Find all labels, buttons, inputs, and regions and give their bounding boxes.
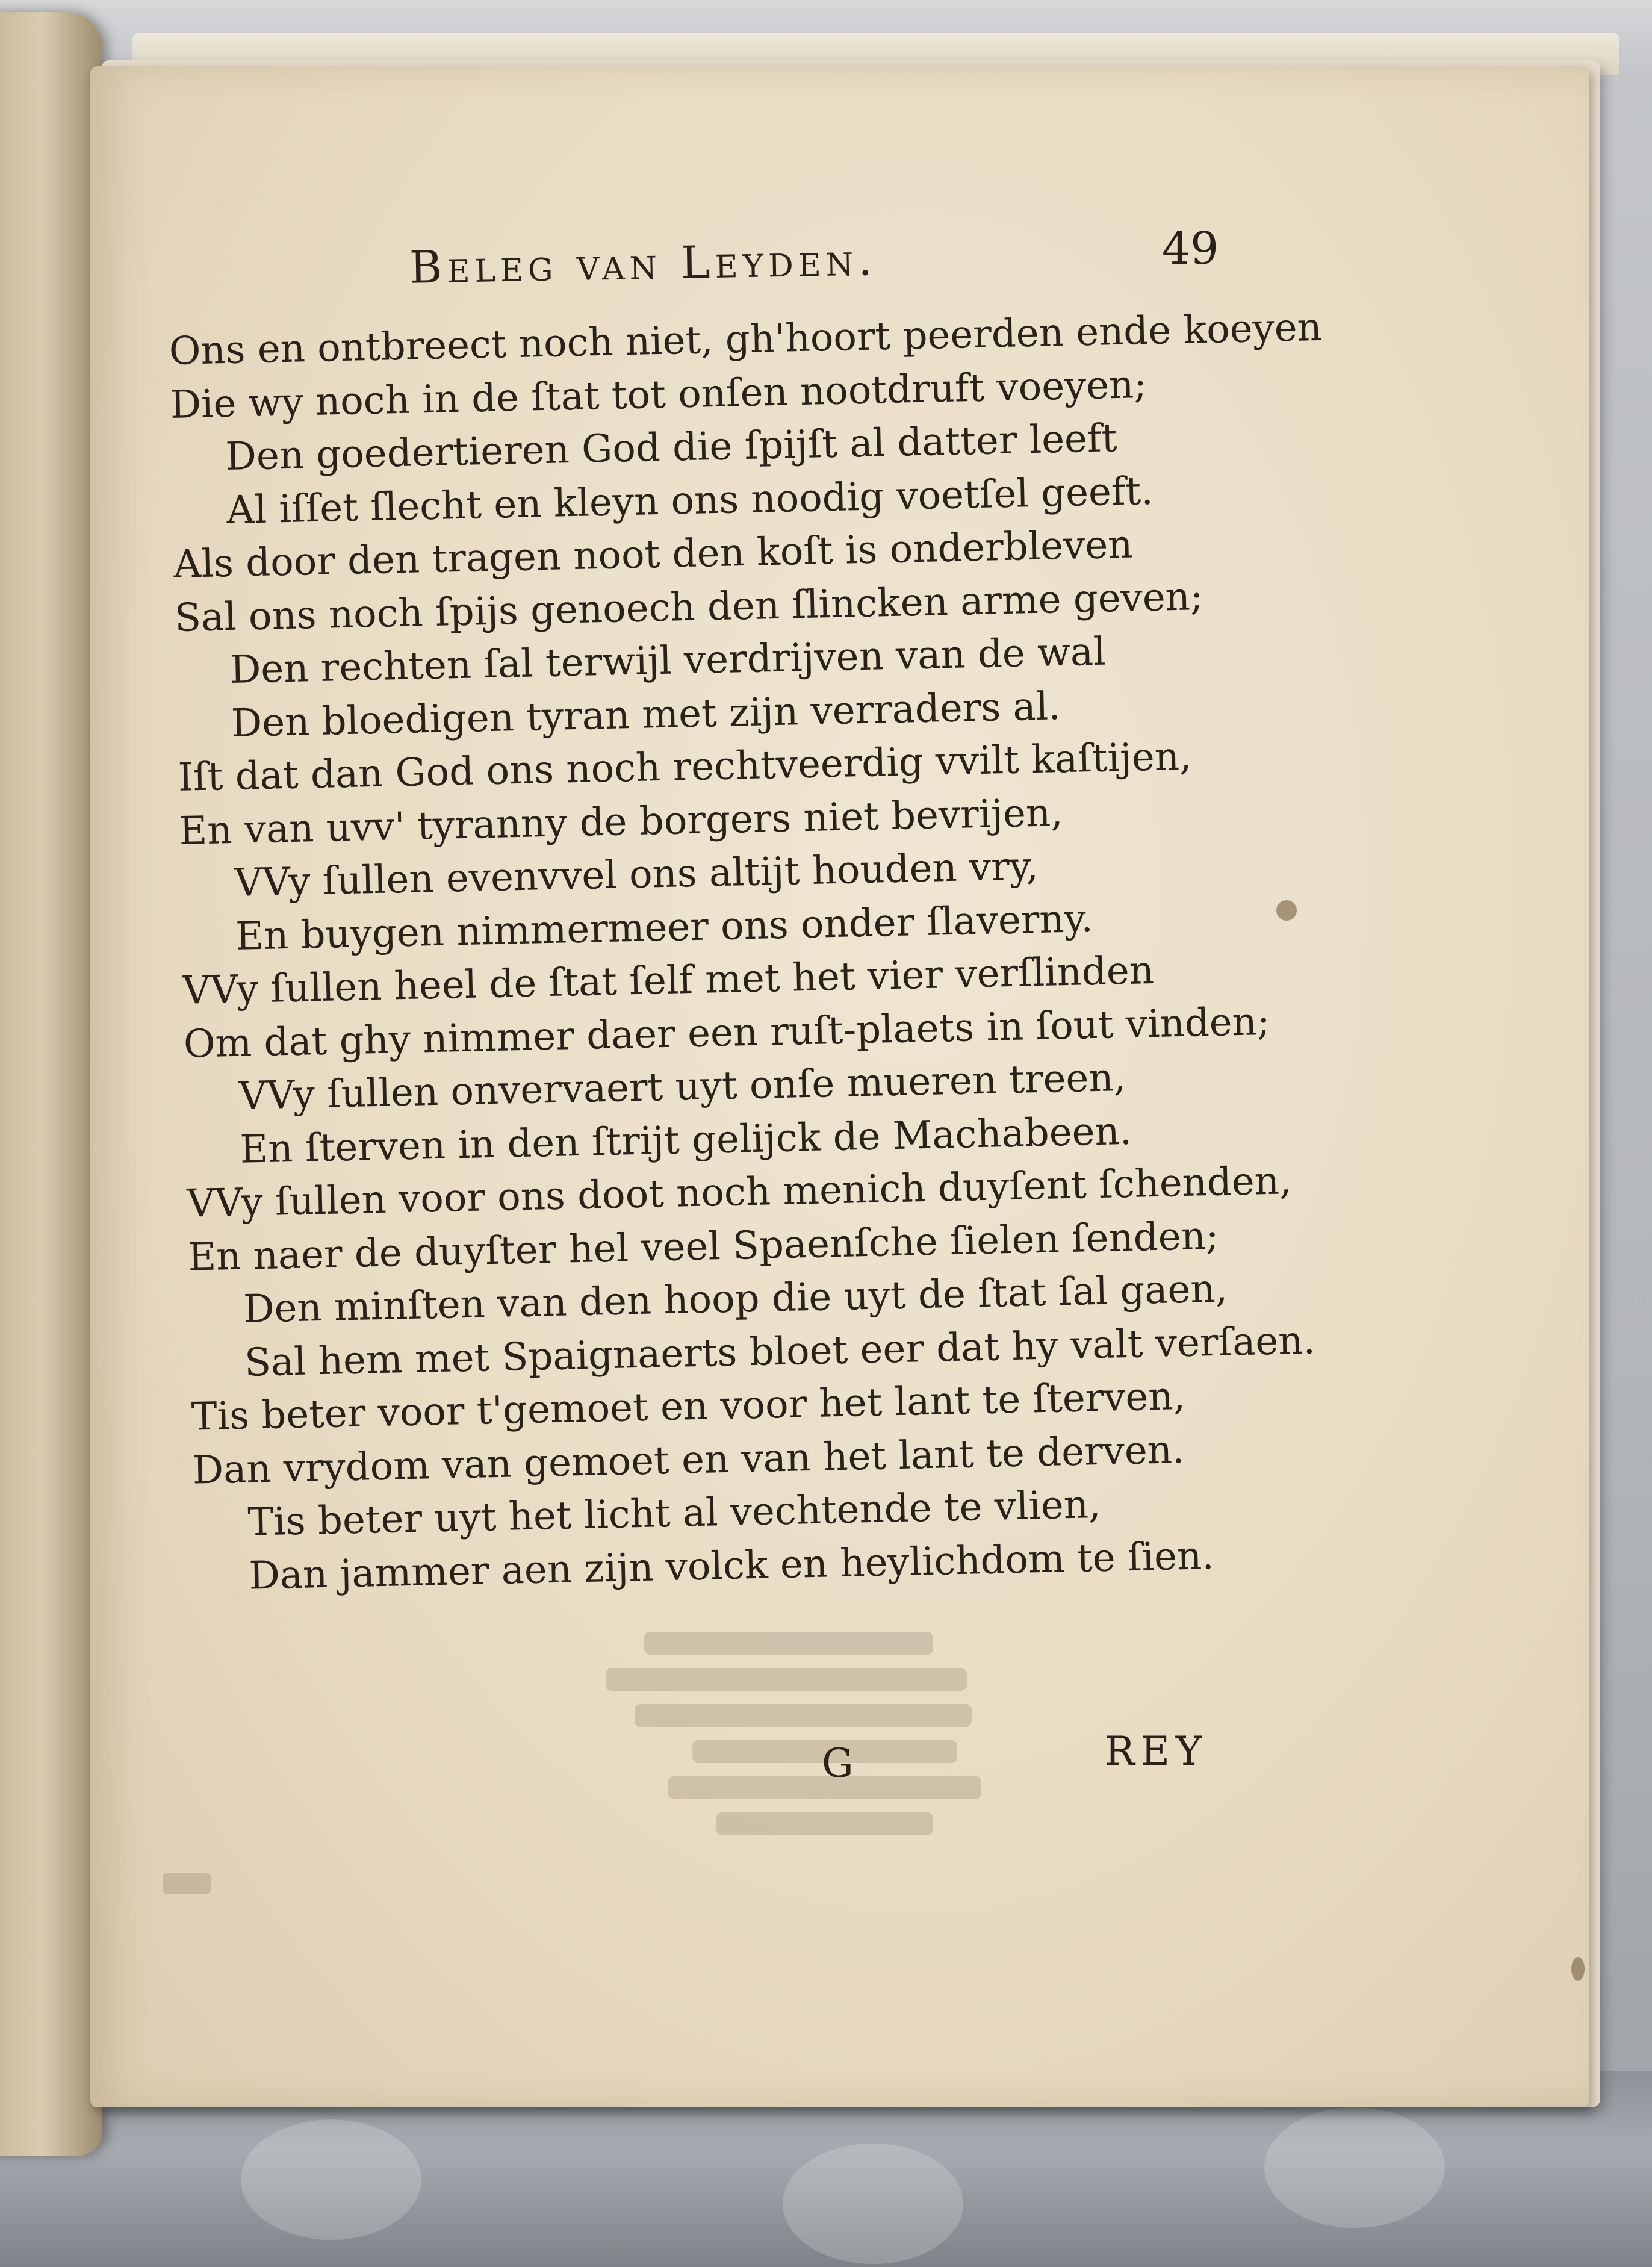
show-through-text xyxy=(163,1873,211,1894)
verse-line: En naer de duyſter hel veel Spaenſche ſielen ſenden; xyxy=(187,1213,1220,1280)
cloth-fold xyxy=(241,2119,421,2240)
show-through-text xyxy=(548,1632,1029,1897)
verse-line: Tis beter uyt het licht al vechtende te vlien, xyxy=(247,1482,1102,1545)
verse-line: Al iſſet ſlecht en kleyn ons noodig voetſel geeft. xyxy=(226,468,1154,533)
running-head: Beleg van Leyden. xyxy=(409,234,878,294)
facing-page-edge xyxy=(0,12,102,2156)
verse-line: En ſterven in den ſtrijt gelijck de Machabeen. xyxy=(239,1109,1132,1172)
verse-line: VVy ſullen evenvvel ons altijt houden vry, xyxy=(234,844,1039,906)
verse-line: VVy ſullen heel de ſtat ſelf met het vier verſlinden xyxy=(182,948,1155,1013)
book-page xyxy=(90,66,1589,2107)
catchword: REY xyxy=(1105,1728,1208,1774)
verse-line: VVy ſullen voor ons doot noch menich duyſent ſchenden, xyxy=(186,1158,1293,1227)
verse-line: Sal hem met Spaignaerts bloet eer dat hy valt verſaen. xyxy=(244,1317,1316,1385)
verse-line: Als door den tragen noot den koſt is onderbleven xyxy=(173,522,1134,587)
cloth-fold xyxy=(1264,2107,1445,2228)
verse-line: Dan vrydom van gemoet en van het lant te derven. xyxy=(192,1427,1185,1493)
verse-line: Den minſten van den hoop die uyt de ſtat ſal gaen, xyxy=(243,1266,1228,1332)
page-tear xyxy=(1571,1957,1585,1981)
verse-block xyxy=(169,297,1520,1604)
verse-line: Sal ons noch ſpijs genoech den ſlincken arme geven; xyxy=(174,574,1204,641)
verse-line: Dan jammer aen zijn volck en heylichdom te ſien. xyxy=(248,1533,1215,1599)
verse-line: Ons en ontbreect noch niet, gh'hoort peerden ende koeyen xyxy=(169,305,1323,374)
verse-line: Iſt dat dan God ons noch rechtveerdig vvilt kaſtijen, xyxy=(177,734,1193,800)
verse-line: Den rechten ſal terwijl verdrijven van de wal xyxy=(229,629,1107,692)
verse-line: En van uvv' tyranny de borgers niet bevrijen, xyxy=(178,790,1064,854)
verse-line: Den goedertieren God die ſpijſt al datter leeft xyxy=(225,416,1118,480)
verse-line: En buygen nimmermeer ons onder ſlaverny. xyxy=(235,896,1094,959)
verse-line: Den bloedigen tyran met zijn verraders al. xyxy=(231,683,1061,746)
verse-line: Om dat ghy nimmer daer een ruſt-plaets in ſout vinden; xyxy=(183,999,1271,1067)
cloth-fold xyxy=(783,2144,963,2264)
verse-line: Die wy noch in de ſtat tot onſen nootdruft voeyen; xyxy=(170,362,1147,428)
signature-mark: G xyxy=(822,1740,854,1787)
verse-line: VVy ſullen onvervaert uyt onſe mueren treen, xyxy=(238,1055,1126,1119)
verse-line: Tis beter voor t'gemoet en voor het lant te ſterven, xyxy=(191,1374,1186,1440)
page-number: 49 xyxy=(1162,223,1219,275)
